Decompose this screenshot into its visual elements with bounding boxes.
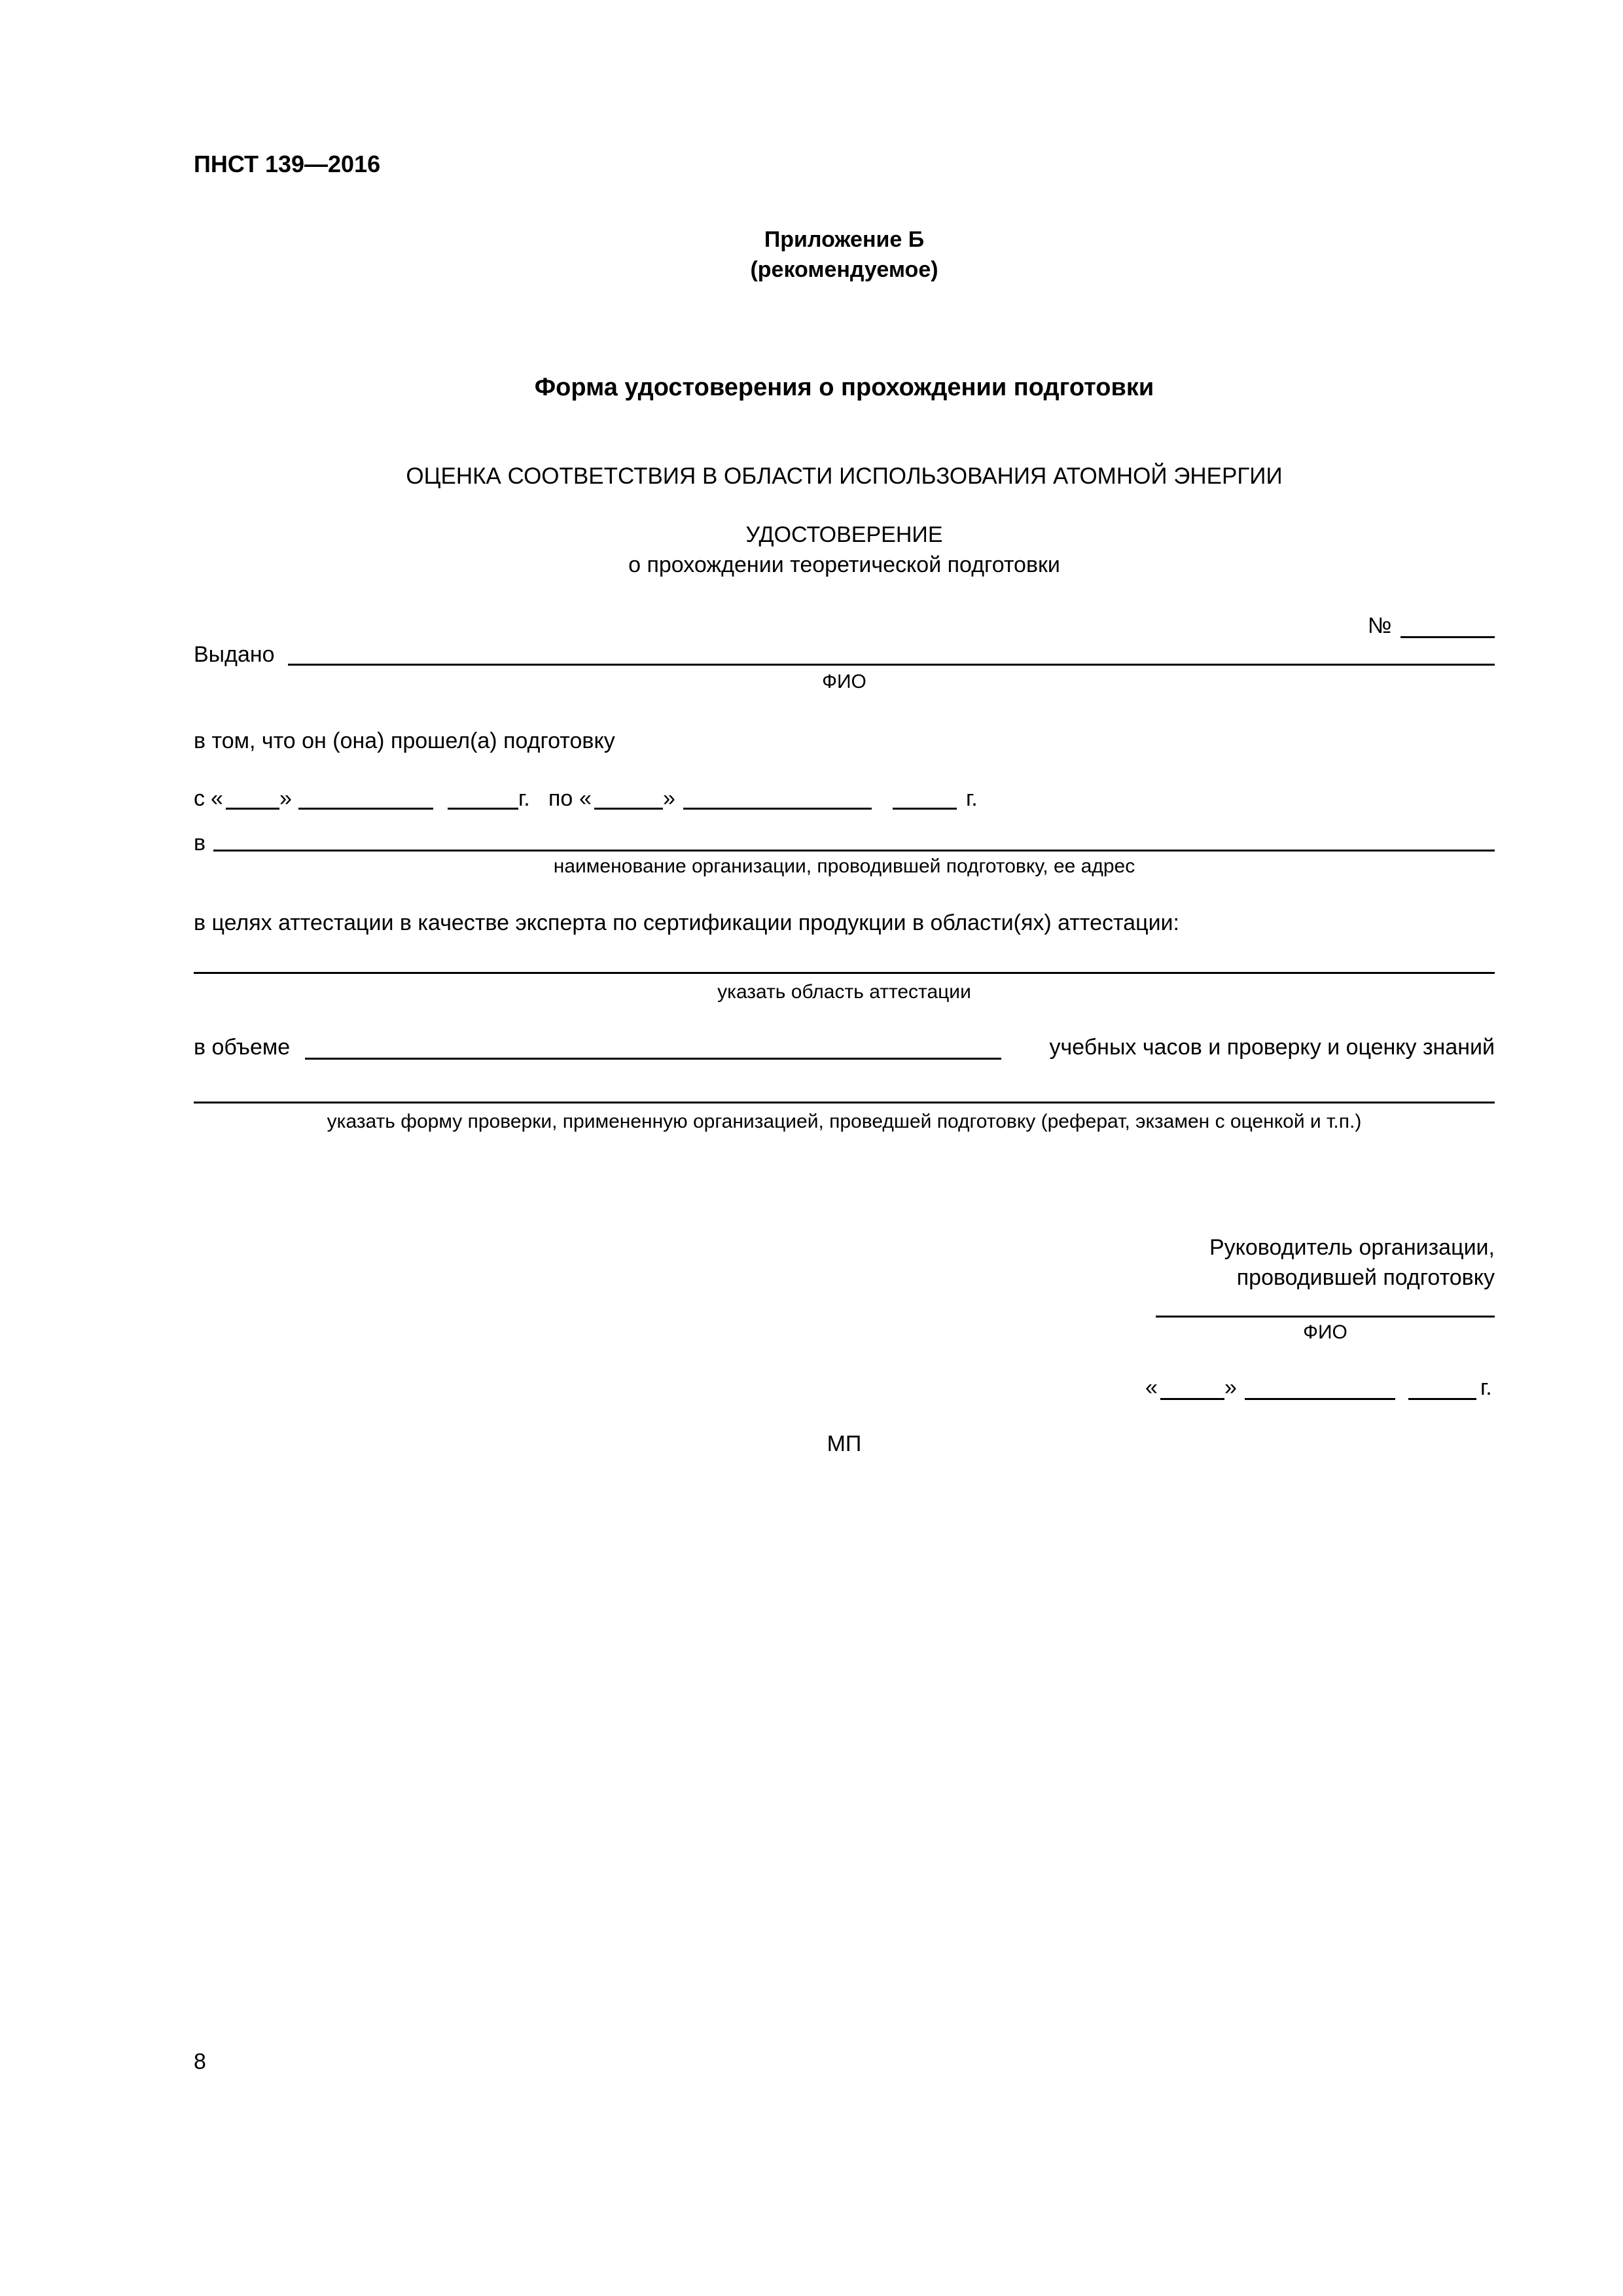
signatory-name-field[interactable] — [1156, 1316, 1495, 1318]
close-quote: » — [279, 786, 292, 811]
check-form-caption: указать форму проверки, примененную организацией, проведшей подготовку (реферат, экзамен с оценкой и т.п.) — [327, 1111, 1362, 1132]
check-form-field[interactable] — [194, 1102, 1495, 1103]
organization-field[interactable] — [213, 850, 1495, 852]
section-title: ОЦЕНКА СООТВЕТСТВИЯ В ОБЛАСТИ ИСПОЛЬЗОВАНИЯ АТОМНОЙ ЭНЕРГИИ — [406, 463, 1283, 489]
end-year-field[interactable] — [893, 808, 957, 810]
attestation-area-caption: указать область аттестации — [717, 981, 971, 1003]
volume-suffix: учебных часов и проверку и оценку знаний — [1049, 1035, 1495, 1060]
end-day-field[interactable] — [594, 808, 663, 810]
standard-designation: ПНСТ 139—2016 — [194, 151, 381, 177]
period-from-label: с — [194, 786, 205, 811]
number-field[interactable] — [1400, 636, 1495, 638]
open-quote: « — [579, 786, 592, 811]
close-quote: » — [1224, 1375, 1237, 1400]
certificate-title: УДОСТОВЕРЕНИЕ — [745, 522, 943, 547]
training-statement: в том, что он (она) прошел(а) подготовку — [194, 728, 615, 753]
full-name-caption: ФИО — [822, 671, 866, 692]
start-year-field[interactable] — [448, 808, 518, 810]
number-label: № — [1368, 613, 1392, 638]
sign-year-field[interactable] — [1408, 1398, 1476, 1400]
signatory-name-caption: ФИО — [1303, 1321, 1347, 1343]
signatory-title-line1: Руководитель организации, — [1209, 1235, 1495, 1260]
appendix-title: Приложение Б — [764, 227, 925, 252]
page-number: 8 — [194, 2049, 206, 2074]
period-to-label: по — [548, 786, 573, 811]
close-quote: » — [663, 786, 675, 811]
volume-prefix: в объеме — [194, 1035, 291, 1060]
signatory-title-line2: проводившей подготовку — [1236, 1265, 1495, 1290]
full-name-field[interactable] — [288, 664, 1495, 666]
sign-year-suffix: г. — [1480, 1375, 1492, 1400]
certificate-subtitle: о прохождении теоретической подготовки — [628, 552, 1060, 577]
attestation-area-field[interactable] — [194, 972, 1495, 974]
end-year-suffix: г. — [966, 786, 978, 811]
open-quote: « — [211, 786, 223, 811]
appendix-status: (рекомендуемое) — [750, 257, 938, 282]
sign-month-field[interactable] — [1245, 1398, 1395, 1400]
study-hours-field[interactable] — [305, 1058, 1001, 1060]
organization-prefix: в — [194, 831, 206, 855]
start-year-suffix: г. — [518, 786, 530, 811]
organization-caption: наименование организации, проводившей подготовку, ее адрес — [553, 855, 1135, 877]
open-quote: « — [1145, 1375, 1158, 1400]
start-day-field[interactable] — [226, 808, 279, 810]
issued-label: Выдано — [194, 642, 275, 667]
sign-day-field[interactable] — [1160, 1398, 1224, 1400]
start-month-field[interactable] — [298, 808, 433, 810]
end-month-field[interactable] — [683, 808, 872, 810]
attestation-purpose: в целях аттестации в качестве эксперта по сертификации продукции в области(ях) аттестации: — [194, 910, 1179, 935]
form-title: Форма удостоверения о прохождении подготовки — [534, 374, 1154, 401]
stamp-placeholder: МП — [827, 1431, 862, 1456]
